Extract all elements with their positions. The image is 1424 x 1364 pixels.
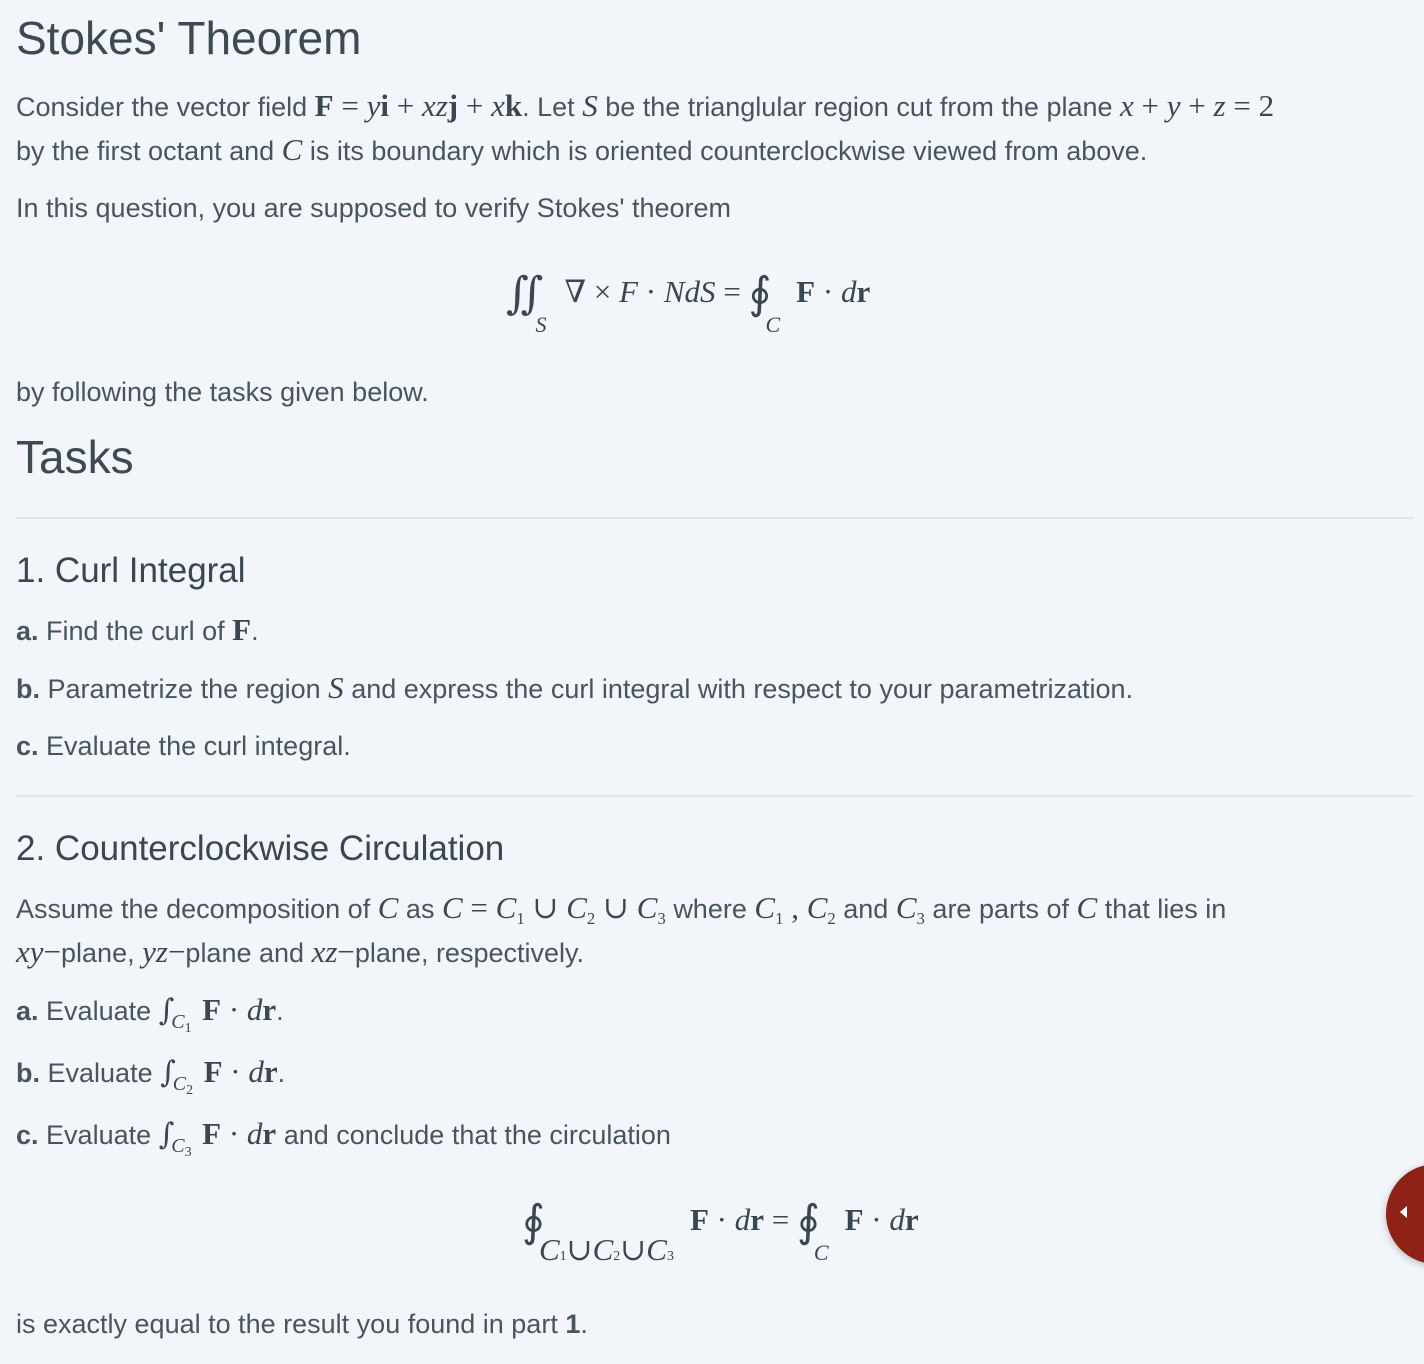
intro-text-2: . Let — [522, 92, 575, 122]
integral-icon: ∫ — [158, 1117, 175, 1152]
math-C-2: C — [377, 890, 399, 925]
task-1b-text-2: and express the curl integral with respect to your parametrization. — [351, 674, 1134, 704]
section-2-heading: 2. Counterclockwise Circulation — [16, 829, 505, 868]
s2-text-d: and — [843, 894, 889, 924]
task-1b-label: b. — [16, 674, 40, 704]
task-1c-text: Evaluate the curl integral. — [46, 731, 351, 761]
math-c1: $C_1$ — [754, 890, 784, 928]
double-integral-icon: ∬ — [506, 268, 544, 319]
task-2a-text: Evaluate — [46, 996, 152, 1026]
intro-paragraph-line-1 — [16, 84, 1274, 129]
task-2a-label: a. — [16, 996, 39, 1026]
divider-1 — [16, 517, 1414, 519]
s2-text-c: where — [673, 894, 747, 924]
chevron-left-icon — [1400, 1206, 1407, 1218]
s2-text-g: plane, — [61, 938, 135, 968]
page-title: Stokes' Theorem — [16, 12, 362, 64]
s2-text-e: are parts of — [932, 894, 1069, 924]
contour-integral-icon: ∮ — [522, 1196, 545, 1247]
intro-text-1: Consider the vector field — [16, 92, 308, 122]
tasks-heading: Tasks — [16, 431, 134, 483]
math-decomposition: $C = C_1$ ∪ $C_2$ ∪ $C_3$ — [441, 890, 666, 928]
task-2a: a. Evaluate $\int_{C1}$ F · dr. — [16, 992, 284, 1036]
circulation-equation: $∮_{C1\cup C2\cup C3}$ F · dr = $∮_C$ F · dr — [522, 1196, 919, 1267]
stokes-equation: $∬_S$ ∇ × F · NdS = $∮_C$ F · dr — [506, 268, 871, 337]
s2-text-i: plane, respectively. — [354, 938, 584, 968]
final-text-a: is exactly equal to the result you found in part — [16, 1309, 558, 1339]
math-xz: xz — [311, 934, 338, 969]
math-S: S — [582, 88, 598, 123]
contour-integral-icon: ∮ — [796, 1196, 820, 1247]
task-1c-label: c. — [16, 731, 39, 761]
contour-integral-icon: ∮ — [748, 268, 772, 319]
math-F: F — [232, 612, 252, 647]
final-text-period: . — [580, 1309, 588, 1339]
divider-2 — [16, 795, 1414, 797]
intro-text-3: be the trianglular region cut from the plane — [605, 92, 1113, 122]
intro-paragraph-3: by following the tasks given below. — [16, 377, 429, 407]
math-c2: $C_2$ — [806, 890, 836, 928]
s2-text-a: Assume the decomposition of — [16, 894, 371, 924]
task-2b-text: Evaluate — [47, 1058, 153, 1088]
task-1a: a. Find the curl of F. — [16, 612, 259, 647]
task-2c: c. Evaluate $\int_{C3}$ F · dr and conclude that the circulation — [16, 1116, 671, 1160]
task-1b — [16, 666, 1133, 711]
section-2-paragraph-line-1: Assume the decomposition of C as $C = C_1$ ∪ $C_2$ ∪ $C_3$ where $C_1$ , $C_2$ and $C_3$ are parts of C that lies in — [16, 890, 1227, 928]
integral-icon: ∫ — [158, 993, 175, 1028]
task-1a-text: Find the curl of — [46, 616, 225, 646]
s2-text-f: that lies in — [1104, 894, 1227, 924]
intro-paragraph-line-2 — [16, 128, 1147, 173]
math-field-definition: F = yi + xzj + xk — [314, 88, 523, 123]
math-plane-equation: x + y + z = 2 — [1120, 88, 1275, 123]
integral-icon: ∫ — [160, 1055, 176, 1090]
section-2-paragraph-line-2: xy−plane, yz−plane and xz−plane, respectively. — [16, 934, 584, 969]
final-text-part-number: 1 — [565, 1309, 581, 1339]
task-1b-text-1: Parametrize the region — [47, 674, 321, 704]
task-2c-text: Evaluate — [46, 1120, 152, 1150]
s2-text-b: as — [405, 894, 435, 924]
math-yz: yz — [142, 934, 168, 969]
final-paragraph — [16, 1302, 588, 1346]
task-1a-label: a. — [16, 616, 39, 646]
task-2c-text-2: and conclude that the circulation — [283, 1120, 671, 1150]
intro-paragraph-2: In this question, you are supposed to verify Stokes' theorem — [16, 193, 732, 223]
math-C: C — [281, 132, 303, 167]
task-2c-label: c. — [16, 1120, 39, 1150]
task-2b: b. Evaluate $\int_{C2}$ F · dr. — [16, 1054, 286, 1098]
task-1c — [16, 724, 351, 768]
floating-action-button[interactable] — [1386, 1164, 1424, 1264]
math-xy: xy — [16, 934, 44, 969]
intro-text-5: is its boundary which is oriented counterclockwise viewed from above. — [309, 136, 1148, 166]
math-C-3: C — [1076, 890, 1098, 925]
task-2b-label: b. — [16, 1058, 40, 1088]
intro-text-4: by the first octant and — [16, 136, 275, 166]
math-S-2: S — [328, 670, 344, 705]
math-c3: $C_3$ — [895, 890, 925, 928]
section-1-heading: 1. Curl Integral — [16, 551, 246, 590]
s2-text-h: plane and — [185, 938, 305, 968]
